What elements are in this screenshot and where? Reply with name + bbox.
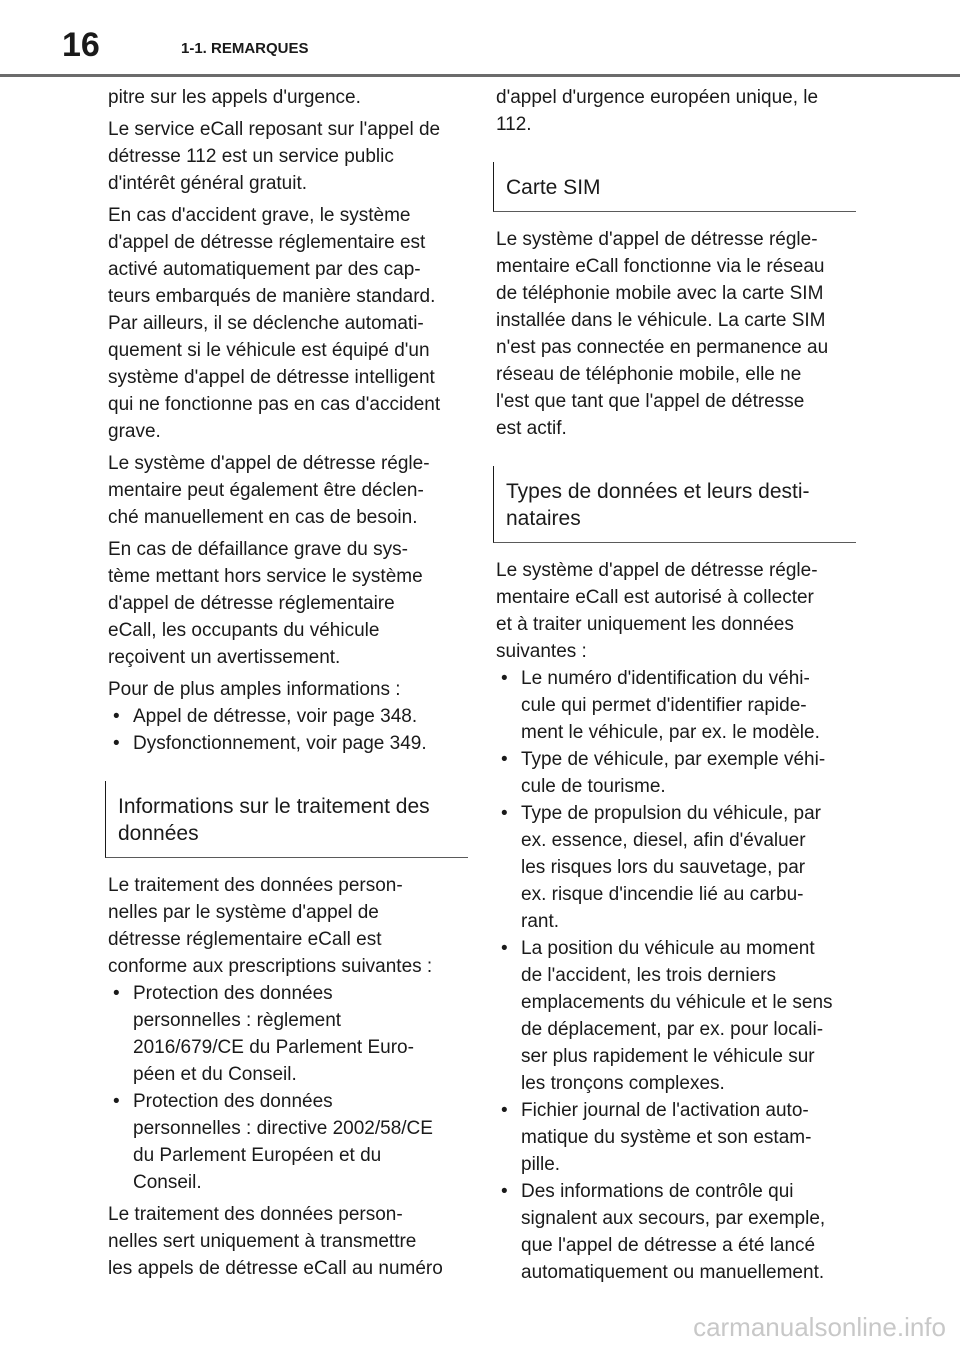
paragraph: Le service eCall reposant sur l'appel de détresse 112 est un service public d'intérêt général gratuit.: [108, 119, 441, 194]
bullet-list: [108, 703, 468, 757]
page-number: 16: [62, 26, 100, 64]
section-heading: Types de données et leurs desti- nataires: [493, 466, 856, 543]
list-item: • Protection des données personnelles : règlement 2016/679/CE du Parlement Euro- péen et du Conseil.: [108, 980, 468, 1088]
right-column: [496, 84, 856, 1291]
header-divider: [0, 74, 960, 77]
bullet-list: [496, 665, 856, 1286]
list-item: • Protection des données personnelles : directive 2002/58/CE du Parlement Européen et du Conseil.: [108, 1088, 468, 1196]
list-item: • Des informations de contrôle qui signalent aux secours, par exemple, que l'appel de détresse a été lancé automatiquement ou manuellement.: [496, 1178, 856, 1286]
left-column: [108, 84, 468, 1287]
bullet-list: [108, 980, 468, 1196]
page-header: [0, 0, 960, 80]
paragraph: Le système d'appel de détresse régle- mentaire eCall est autorisé à collecter et à traiter uniquement les données suivantes :: [496, 560, 818, 662]
paragraph: En cas de défaillance grave du sys- tème mettant hors service le système d'appel de détresse réglementaire eCall, les occupants du véhicule reçoivent un avertissement.: [108, 539, 423, 668]
list-item: • Fichier journal de l'activation auto- matique du système et son estam- pille.: [496, 1097, 856, 1178]
section-title: 1-1. REMARQUES: [181, 40, 309, 57]
paragraph: Le traitement des données person- nelles par le système d'appel de détresse réglementaire eCall est conforme aux prescriptions suivantes :: [108, 875, 433, 977]
section-heading: Informations sur le traitement des données: [105, 781, 468, 858]
paragraph: d'appel d'urgence européen unique, le 112.: [496, 87, 819, 135]
paragraph: Le système d'appel de détresse régle- mentaire eCall fonctionne via le réseau de téléphonie mobile avec la carte SIM installée dans le véhicule. La carte SIM n'est pas connectée en permanence au réseau de téléphonie mobile, elle ne l'est que tant que l'appel de détresse est actif.: [496, 229, 829, 439]
paragraph: Pour de plus amples informations :: [108, 679, 401, 700]
paragraph: Le traitement des données person- nelles sert uniquement à transmettre les appels de détresse eCall au numéro: [108, 1204, 443, 1279]
list-item: • Appel de détresse, voir page 348.: [108, 703, 468, 730]
list-item: • Type de véhicule, par exemple véhi- cule de tourisme.: [496, 746, 856, 800]
paragraph: pitre sur les appels d'urgence.: [108, 87, 361, 108]
paragraph: Le système d'appel de détresse régle- mentaire peut également être déclen- ché manuellement en cas de besoin.: [108, 453, 430, 528]
list-item: • Dysfonctionnement, voir page 349.: [108, 730, 468, 757]
section-heading: Carte SIM: [493, 162, 856, 212]
list-item: • Le numéro d'identification du véhi- cule qui permet d'identifier rapide- ment le véhicule, par ex. le modèle.: [496, 665, 856, 746]
paragraph: En cas d'accident grave, le système d'appel de détresse réglementaire est activé automatiquement par des cap- teurs embarqués de manière standard. Par ailleurs, il se déclenche automati- quement si le véhicule est équipé d'un système d'appel de détresse intelligent qui ne fonctionne pas en cas d'accident grave.: [108, 205, 441, 442]
list-item: • La position du véhicule au moment de l'accident, les trois derniers emplacements du véhicule et le sens de déplacement, par ex. pour locali- ser plus rapidement le véhicule sur les tronçons complexes.: [496, 935, 856, 1097]
watermark: carmanualsonline.info: [693, 1312, 946, 1342]
list-item: • Type de propulsion du véhicule, par ex. essence, diesel, afin d'évaluer les risques lors du sauvetage, par ex. risque d'incendie lié au carbu- rant.: [496, 800, 856, 935]
